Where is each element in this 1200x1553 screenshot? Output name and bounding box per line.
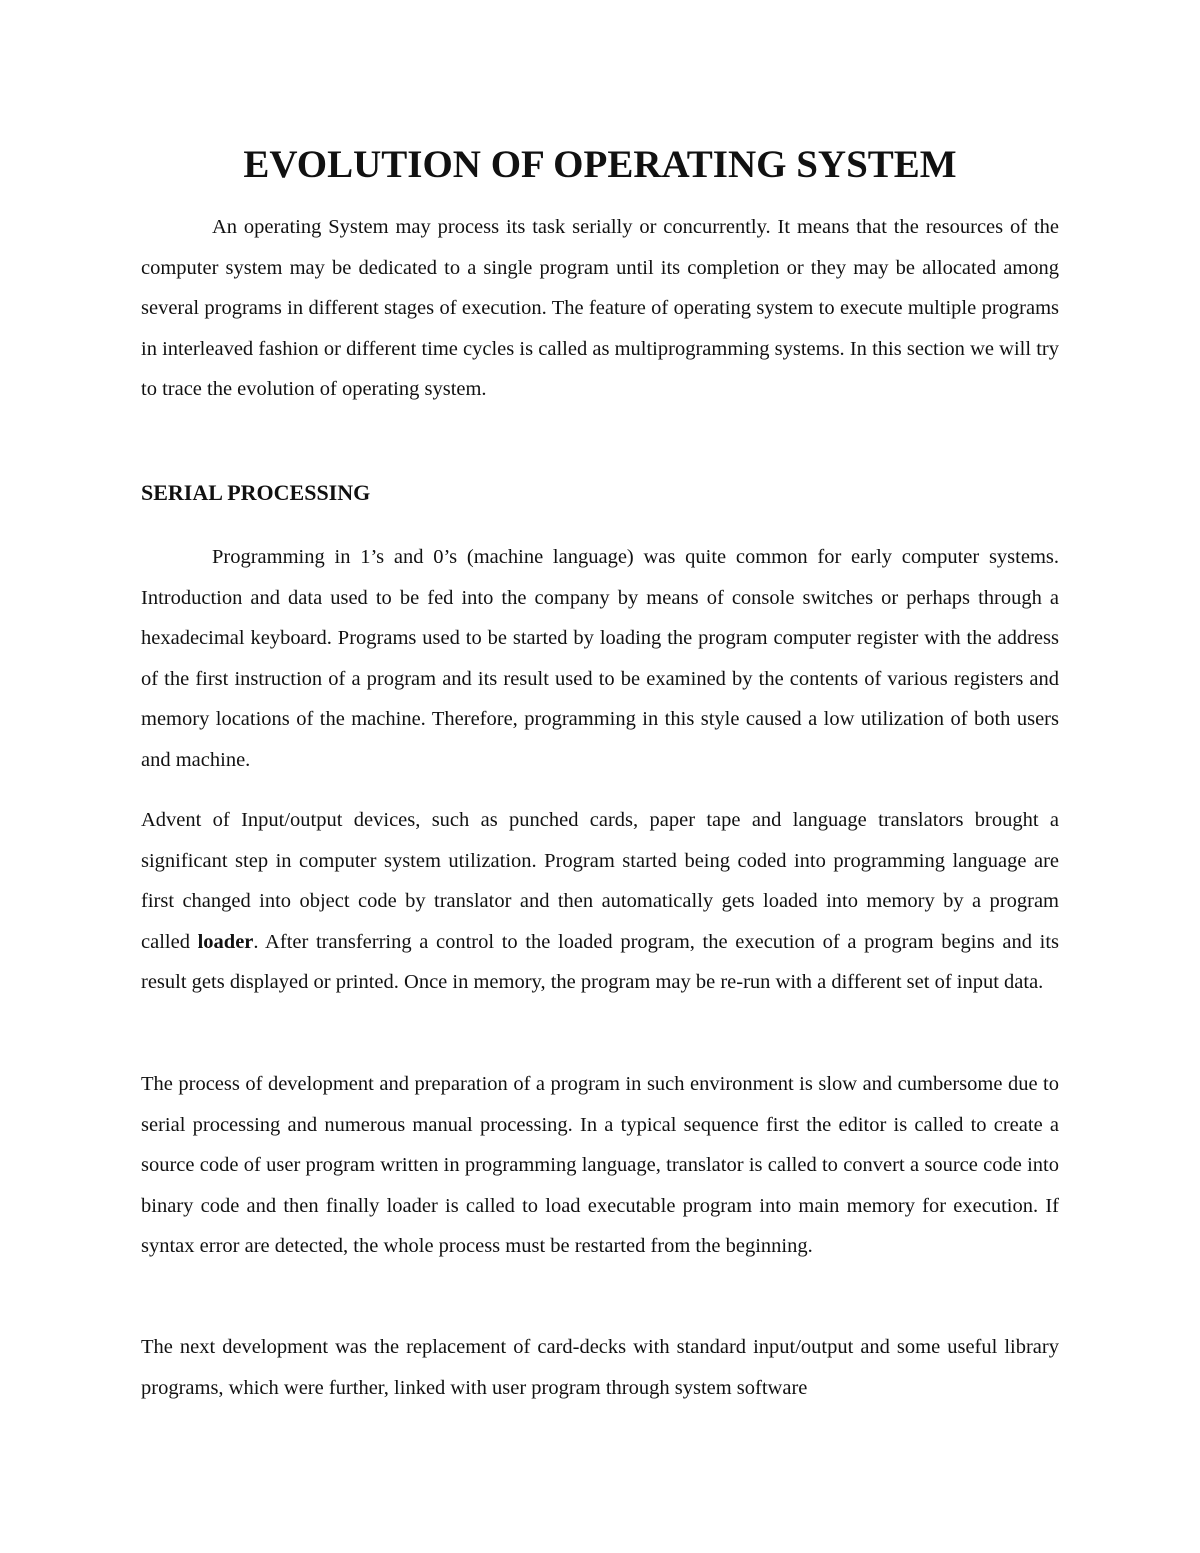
serial-processing-paragraph-1: Programming in 1’s and 0’s (machine language) was quite common for early computer systems. Introduction and data used to be fed into the company by means of console switches or perhaps through a hexadecimal keyboard. Programs used to be started by loading the program computer register with the address of the first instruction of a program and its result used to be examined by the contents of various registers and memory locations of the machine. Therefore, programming in this style caused a low utilization of both users and machine. xyxy=(141,546,1059,771)
intro-paragraph: An operating System may process its task serially or concurrently. It means that the resources of the computer system may be dedicated to a single program until its completion or they may be allocated among several programs in different stages of execution. The feature of operating system to execute multiple programs in interleaved fashion or different time cycles is called as multiprogramming systems. In this section we will try to trace the evolution of operating system. xyxy=(141,216,1059,401)
loader-term: loader xyxy=(197,930,254,953)
paragraph-2-text-after: . After transferring a control to the loaded program, the execution of a program begins and its result gets displayed or printed. Once in memory, the program may be re-run with a different set of input data. xyxy=(141,930,1059,994)
section-heading-serial-processing: SERIAL PROCESSING xyxy=(141,480,371,505)
paragraph-2-text-before: Advent of Input/output devices, such as punched cards, paper tape and language translators brought a significant step in computer system utilization. Program started being coded into programming language are first changed into object code by translator and then automatically gets loaded into memory by a program called xyxy=(141,809,1059,953)
serial-processing-paragraph-4: The next development was the replacement of card-decks with standard input/output and some useful library programs, which were further, linked with user program through system software xyxy=(141,1336,1059,1399)
serial-processing-paragraph-3: The process of development and preparation of a program in such environment is slow and cumbersome due to serial processing and numerous manual processing. In a typical sequence first the editor is called to create a source code of user program written in programming language, translator is called to convert a source code into binary code and then finally loader is called to load executable program into main memory for execution. If syntax error are detected, the whole process must be restarted from the beginning. xyxy=(141,1073,1059,1258)
serial-processing-paragraph-2 xyxy=(141,800,1059,1003)
document-title: EVOLUTION OF OPERATING SYSTEM xyxy=(243,143,957,186)
